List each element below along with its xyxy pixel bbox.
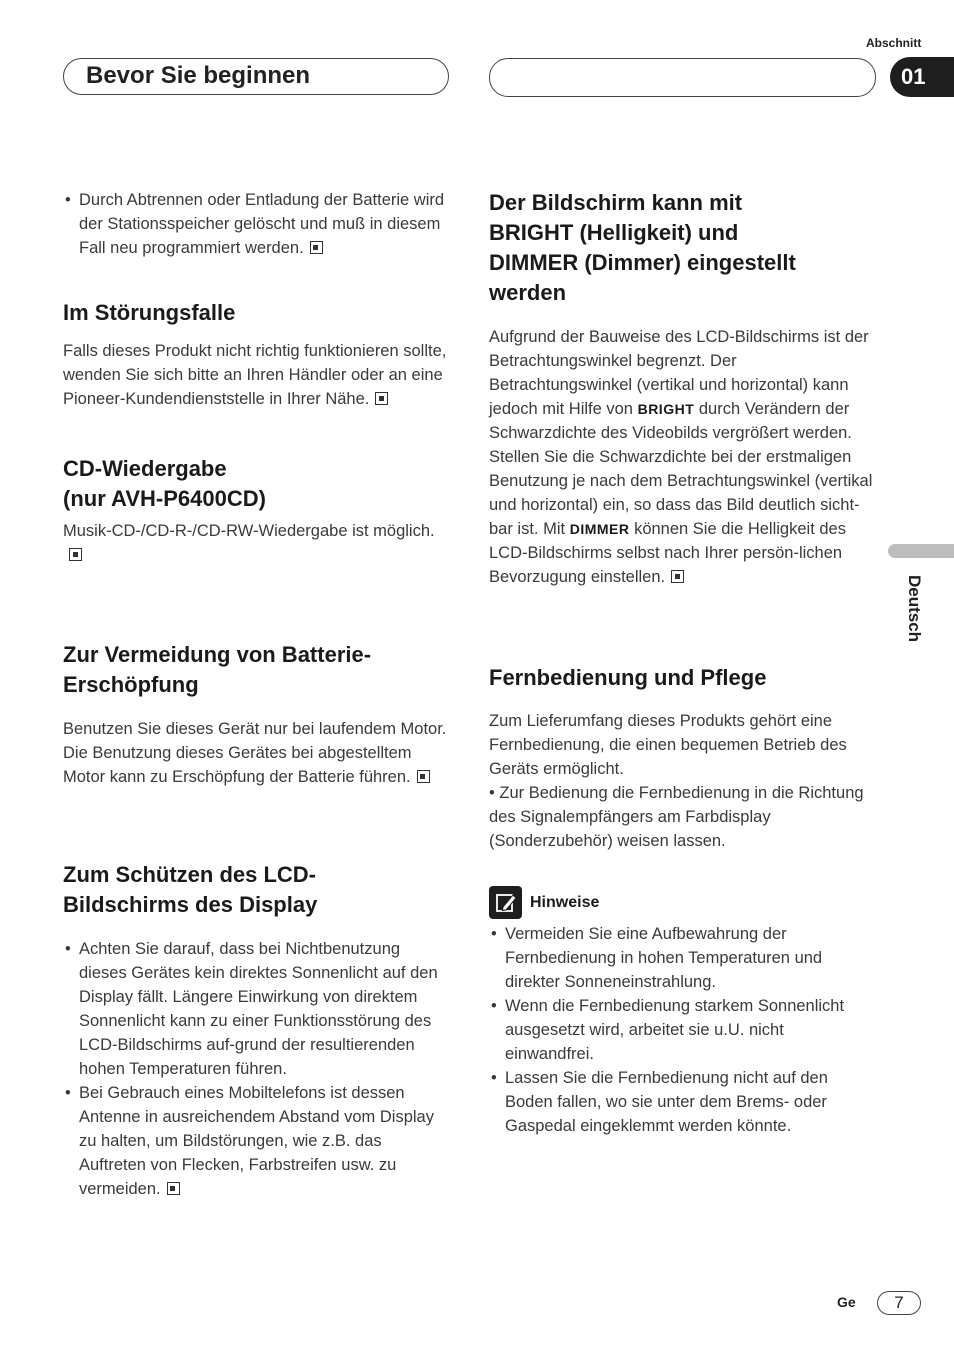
note-bullet: • Vermeiden Sie eine Aufbewahrung der Fernbedienung in hohen Temperaturen und direkter Sonneneinstrahlung. xyxy=(489,922,875,994)
remote-paragraph: Zum Lieferumfang dieses Produkts gehört eine Fernbedienung, die einen bequemen Betrieb des Geräts ermöglicht. xyxy=(489,712,847,778)
side-language-label: Deutsch xyxy=(905,575,924,643)
intro-bullet xyxy=(63,188,449,260)
heading-lcd-protect xyxy=(63,860,449,920)
heading-brightness xyxy=(489,188,875,308)
header-title-box xyxy=(63,58,449,95)
malfunction-paragraph xyxy=(63,339,449,411)
brightness-text-1: Aufgrund der Bauweise des LCD-Bildschirms ist der Betrachtungswinkel begrenzt. Der Betrachtungswinkel (vertikal und horizontal) kann jedoch mit Hilfe von xyxy=(489,328,869,418)
note-bullet: • Lassen Sie die Fernbedienung nicht auf den Boden fallen, wo sie unter dem Brems- oder Gaspedal eingeklemmt werden könnte. xyxy=(489,1066,875,1138)
end-mark-icon xyxy=(167,1182,180,1195)
heading-cd-line1: CD-Wiedergabe xyxy=(63,456,227,481)
remote-bullet-text: Zur Bedienung die Fernbedienung in die Richtung des Signalempfängers am Farbdisplay (Sonderzubehör) weisen lassen. xyxy=(489,784,864,850)
page-title: Bevor Sie beginnen xyxy=(86,62,311,89)
brightness-paragraph xyxy=(489,325,875,589)
heading-lcd-line2: Bildschirms des Display xyxy=(63,892,318,917)
lcd-bullet xyxy=(63,1081,449,1201)
right-column xyxy=(489,188,875,1138)
brightness-text-2: durch Verändern der Schwarzdichte des Videobilds vergrößert werden. Stellen Sie die Schwarzdichte bei der erstmaligen Benutzung je nach dem Betrachtungswinkel (vertikal und horizontal) ein, so dass das Bild deutlich sicht-bar ist. Mit xyxy=(489,400,873,538)
end-mark-icon xyxy=(417,770,430,783)
heading-remote: Fernbedienung und Pflege xyxy=(489,665,767,690)
remote-bullet-paragraph xyxy=(489,781,875,853)
note-bullet: • Wenn die Fernbedienung starkem Sonnenlicht ausgesetzt wird, arbeitet sie u.U. nicht einwandfrei. xyxy=(489,994,875,1066)
battery-text: Benutzen Sie dieses Gerät nur bei laufendem Motor. Die Benutzung dieses Gerätes bei abgestelltem Motor kann zu Erschöpfung der Batterie führen. xyxy=(63,720,447,786)
malfunction-text: Falls dieses Produkt nicht richtig funktionieren sollte, wenden Sie sich bitte an Ihren Händler oder an eine Pioneer-Kundendienststelle in Ihrer Nähe. xyxy=(63,342,447,408)
heading-cd-line2: (nur AVH-P6400CD) xyxy=(63,486,266,511)
heading-brightness-line2: BRIGHT (Helligkeit) und xyxy=(489,220,739,245)
pencil-note-icon xyxy=(489,886,522,919)
keyword-bright: BRIGHT xyxy=(637,401,695,417)
side-tab-marker xyxy=(888,544,954,558)
heading-battery xyxy=(63,640,449,700)
brightness-text-3: können Sie die Helligkeit des LCD-Bildschirms selbst nach Ihrer persön-lichen Bevorzugung einstellen. xyxy=(489,520,846,586)
lcd-bullet-text: Bei Gebrauch eines Mobiltelefons ist dessen Antenne in ausreichendem Abstand vom Display zu halten, um Bildstörungen, wie z.B. das Auftreten von Flecken, Farbstreifen usw. zu vermeiden. xyxy=(79,1084,434,1198)
battery-paragraph xyxy=(63,717,449,789)
cd-text: Musik-CD-/CD-R-/CD-RW-Wiedergabe ist möglich. xyxy=(63,522,435,540)
header-empty-box xyxy=(489,58,876,97)
cd-paragraph xyxy=(63,519,449,567)
keyword-dimmer: DIMMER xyxy=(569,521,630,537)
notes-header xyxy=(489,886,875,919)
heading-lcd-line1: Zum Schützen des LCD- xyxy=(63,862,317,887)
intro-bullet-text: Durch Abtrennen oder Entladung der Batterie wird der Stationsspeicher gelöscht und muß in diesem Fall neu programmiert werden. xyxy=(79,191,445,257)
end-mark-icon xyxy=(671,570,684,583)
heading-battery-line2: Erschöpfung xyxy=(63,672,199,697)
heading-malfunction: Im Störungsfalle xyxy=(63,300,236,325)
heading-brightness-line4: werden xyxy=(489,280,567,305)
end-mark-icon xyxy=(69,548,82,561)
section-number-badge: 01 xyxy=(890,57,954,97)
left-column xyxy=(63,188,449,1201)
end-mark-icon xyxy=(375,392,388,405)
heading-brightness-line1: Der Bildschirm kann mit xyxy=(489,190,743,215)
section-label: Abschnitt xyxy=(866,36,922,50)
heading-brightness-line3: DIMMER (Dimmer) eingestellt xyxy=(489,250,796,275)
bullet-glyph: • xyxy=(489,784,500,802)
page-number: 7 xyxy=(877,1291,921,1315)
end-mark-icon xyxy=(310,241,323,254)
heading-cd-playback xyxy=(63,454,449,514)
notes-title: Hinweise xyxy=(530,893,600,911)
heading-battery-line1: Zur Vermeidung von Batterie- xyxy=(63,642,372,667)
footer-language-code: Ge xyxy=(837,1294,856,1310)
lcd-bullet: • Achten Sie darauf, dass bei Nichtbenutzung dieses Gerätes kein direktes Sonnenlicht auf den Display fällt. Längere Einwirkung von direktem Sonnenlicht kann zu einer Funktionsstörung des LCD-Bildschirms auf-grund der resultierenden hohen Temperaturen führen. xyxy=(63,937,449,1081)
